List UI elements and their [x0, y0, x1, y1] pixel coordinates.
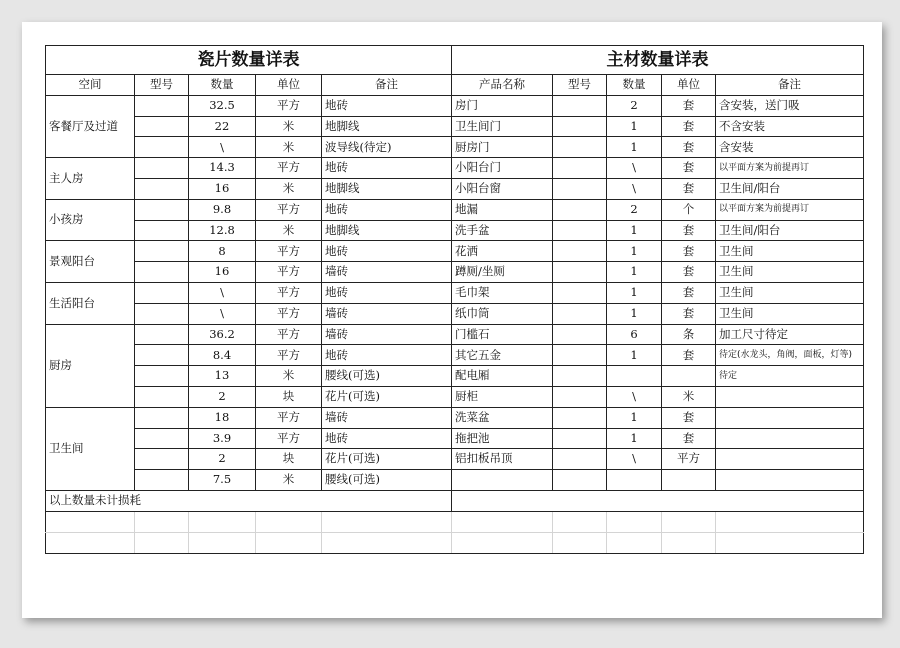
blank-cell — [716, 511, 864, 532]
material-table-title: 主材数量详表 — [452, 46, 864, 75]
material-unit-cell: 套 — [662, 282, 716, 303]
tile-note-cell: 地砖 — [322, 158, 452, 179]
tile-model-cell — [135, 282, 189, 303]
material-qty-cell: \ — [607, 449, 662, 470]
material-model-cell — [553, 428, 607, 449]
space-cell: 厨房 — [46, 324, 135, 407]
product-name-cell: 洗手盆 — [452, 220, 553, 241]
material-qty-cell: 1 — [607, 303, 662, 324]
product-name-cell: 洗菜盆 — [452, 407, 553, 428]
table-row — [46, 303, 864, 324]
header-tile-model: 型号 — [135, 75, 189, 96]
tile-model-cell — [135, 407, 189, 428]
header-space: 空间 — [46, 75, 135, 96]
material-unit-cell: 套 — [662, 116, 716, 137]
material-model-cell — [553, 262, 607, 283]
blank-cell — [322, 532, 452, 553]
tile-model-cell — [135, 470, 189, 491]
material-model-cell — [553, 137, 607, 158]
tile-unit-cell: 平方 — [256, 407, 322, 428]
material-model-cell — [553, 345, 607, 366]
tile-note-cell: 波导线(待定) — [322, 137, 452, 158]
tile-unit-cell: 米 — [256, 137, 322, 158]
material-model-cell — [553, 116, 607, 137]
material-note-cell: 卫生间 — [716, 262, 864, 283]
material-unit-cell: 套 — [662, 137, 716, 158]
material-note-cell — [716, 449, 864, 470]
tile-qty-cell: 22 — [189, 116, 256, 137]
material-model-cell — [553, 366, 607, 387]
material-model-cell — [553, 282, 607, 303]
material-unit-cell: 个 — [662, 199, 716, 220]
tile-qty-cell: 3.9 — [189, 428, 256, 449]
tile-qty-cell: 36.2 — [189, 324, 256, 345]
material-model-cell — [553, 303, 607, 324]
tile-model-cell — [135, 95, 189, 116]
tile-model-cell — [135, 241, 189, 262]
material-note-cell — [716, 386, 864, 407]
table-row — [46, 324, 864, 345]
header-product-name: 产品名称 — [452, 75, 553, 96]
tile-model-cell — [135, 366, 189, 387]
tile-note-cell: 花片(可选) — [322, 386, 452, 407]
header-tile-unit: 单位 — [256, 75, 322, 96]
material-note-cell: 以平面方案为前提再订 — [716, 199, 864, 220]
tile-table-title: 瓷片数量详表 — [46, 46, 452, 75]
blank-cell — [135, 511, 189, 532]
product-name-cell: 厨柜 — [452, 386, 553, 407]
material-note-cell: 卫生间/阳台 — [716, 178, 864, 199]
product-name-cell: 毛巾架 — [452, 282, 553, 303]
blank-cell — [662, 511, 716, 532]
material-qty-cell: 2 — [607, 199, 662, 220]
tile-note-cell: 地脚线 — [322, 116, 452, 137]
tile-note-cell: 地砖 — [322, 428, 452, 449]
tile-unit-cell: 米 — [256, 116, 322, 137]
material-note-cell: 卫生间/阳台 — [716, 220, 864, 241]
table-row — [46, 345, 864, 366]
material-model-cell — [553, 386, 607, 407]
tile-note-cell: 腰线(可选) — [322, 470, 452, 491]
material-qty-cell: \ — [607, 386, 662, 407]
material-model-cell — [553, 220, 607, 241]
tile-note-cell: 墙砖 — [322, 407, 452, 428]
product-name-cell — [452, 470, 553, 491]
material-qty-cell: 1 — [607, 262, 662, 283]
tile-qty-cell: 12.8 — [189, 220, 256, 241]
table-row — [46, 366, 864, 387]
material-unit-cell: 米 — [662, 386, 716, 407]
material-qty-cell — [607, 366, 662, 387]
tile-unit-cell: 平方 — [256, 428, 322, 449]
tile-qty-cell: 16 — [189, 262, 256, 283]
blank-cell — [452, 511, 553, 532]
tile-qty-cell: 9.8 — [189, 199, 256, 220]
header-tile-note: 备注 — [322, 75, 452, 96]
material-note-cell: 加工尺寸待定 — [716, 324, 864, 345]
table-row — [46, 470, 864, 491]
material-model-cell — [553, 470, 607, 491]
table-row — [46, 386, 864, 407]
tile-qty-cell: 7.5 — [189, 470, 256, 491]
product-name-cell: 其它五金 — [452, 345, 553, 366]
tile-qty-cell: 2 — [189, 386, 256, 407]
material-unit-cell: 套 — [662, 407, 716, 428]
material-note-cell: 待定 — [716, 366, 864, 387]
blank-row — [46, 511, 864, 532]
tile-note-cell: 墙砖 — [322, 303, 452, 324]
tile-unit-cell: 平方 — [256, 282, 322, 303]
blank-cell — [322, 511, 452, 532]
product-name-cell: 蹲厕/坐厕 — [452, 262, 553, 283]
product-name-cell: 花洒 — [452, 241, 553, 262]
table-row — [46, 178, 864, 199]
blank-row — [46, 532, 864, 553]
tile-unit-cell: 米 — [256, 178, 322, 199]
product-name-cell: 小阳台门 — [452, 158, 553, 179]
material-note-cell: 不含安装 — [716, 116, 864, 137]
table-row — [46, 449, 864, 470]
tile-unit-cell: 米 — [256, 470, 322, 491]
tile-unit-cell: 平方 — [256, 158, 322, 179]
tile-model-cell — [135, 199, 189, 220]
space-cell: 客餐厅及过道 — [46, 95, 135, 157]
product-name-cell: 纸巾筒 — [452, 303, 553, 324]
space-cell: 生活阳台 — [46, 282, 135, 324]
tile-qty-cell: 18 — [189, 407, 256, 428]
header-tile-qty: 数量 — [189, 75, 256, 96]
blank-cell — [452, 532, 553, 553]
tile-note-cell: 地脚线 — [322, 220, 452, 241]
product-name-cell: 卫生间门 — [452, 116, 553, 137]
material-note-cell — [716, 407, 864, 428]
material-model-cell — [553, 158, 607, 179]
material-note-cell: 卫生间 — [716, 241, 864, 262]
blank-cell — [46, 511, 135, 532]
tile-unit-cell: 平方 — [256, 345, 322, 366]
material-unit-cell: 套 — [662, 345, 716, 366]
tile-model-cell — [135, 220, 189, 241]
material-qty-cell: 1 — [607, 407, 662, 428]
material-note-cell: 卫生间 — [716, 303, 864, 324]
tile-unit-cell: 平方 — [256, 303, 322, 324]
blank-cell — [553, 511, 607, 532]
space-cell: 小孩房 — [46, 199, 135, 241]
footnote-row — [46, 490, 864, 511]
tile-model-cell — [135, 345, 189, 366]
blank-cell — [716, 532, 864, 553]
tile-note-cell: 地砖 — [322, 345, 452, 366]
blank-cell — [256, 532, 322, 553]
tile-note-cell: 地脚线 — [322, 178, 452, 199]
blank-cell — [189, 511, 256, 532]
table-row — [46, 220, 864, 241]
blank-cell — [607, 532, 662, 553]
space-cell: 卫生间 — [46, 407, 135, 490]
material-model-cell — [553, 407, 607, 428]
table-row — [46, 116, 864, 137]
tile-model-cell — [135, 428, 189, 449]
material-note-cell — [716, 428, 864, 449]
tile-unit-cell: 平方 — [256, 199, 322, 220]
footnote: 以上数量未计损耗 — [46, 490, 452, 511]
tile-model-cell — [135, 449, 189, 470]
tile-model-cell — [135, 303, 189, 324]
tile-note-cell: 地砖 — [322, 95, 452, 116]
material-unit-cell — [662, 470, 716, 491]
material-unit-cell: 套 — [662, 428, 716, 449]
table-row — [46, 262, 864, 283]
material-qty-cell: 1 — [607, 137, 662, 158]
material-unit-cell: 套 — [662, 220, 716, 241]
header-material-note: 备注 — [716, 75, 864, 96]
tile-qty-cell: \ — [189, 282, 256, 303]
tile-note-cell: 墙砖 — [322, 324, 452, 345]
material-model-cell — [553, 199, 607, 220]
product-name-cell: 门槛石 — [452, 324, 553, 345]
tile-unit-cell: 平方 — [256, 262, 322, 283]
header-row — [46, 75, 864, 96]
tile-note-cell: 墙砖 — [322, 262, 452, 283]
material-qty-cell: 1 — [607, 241, 662, 262]
material-qty-cell: 1 — [607, 116, 662, 137]
product-name-cell: 拖把池 — [452, 428, 553, 449]
table-row — [46, 428, 864, 449]
blank-cell — [607, 511, 662, 532]
tile-unit-cell: 平方 — [256, 95, 322, 116]
tile-model-cell — [135, 262, 189, 283]
material-model-cell — [553, 324, 607, 345]
tile-note-cell: 地砖 — [322, 282, 452, 303]
table-row — [46, 137, 864, 158]
material-qty-cell: 1 — [607, 428, 662, 449]
material-qty-cell: 1 — [607, 220, 662, 241]
space-cell: 景观阳台 — [46, 241, 135, 283]
table-row — [46, 199, 864, 220]
tile-unit-cell: 块 — [256, 386, 322, 407]
material-note-cell: 待定(水龙头，角阀，面板，灯等) — [716, 345, 864, 366]
tile-model-cell — [135, 158, 189, 179]
tile-unit-cell: 块 — [256, 449, 322, 470]
tile-note-cell: 花片(可选) — [322, 449, 452, 470]
tile-qty-cell: 16 — [189, 178, 256, 199]
product-name-cell: 小阳台窗 — [452, 178, 553, 199]
blank-cell — [662, 532, 716, 553]
header-material-qty: 数量 — [607, 75, 662, 96]
material-note-cell: 以平面方案为前提再订 — [716, 158, 864, 179]
blank-cell — [135, 532, 189, 553]
footnote-empty — [452, 490, 864, 511]
material-unit-cell: 套 — [662, 158, 716, 179]
tile-model-cell — [135, 178, 189, 199]
material-note-cell: 卫生间 — [716, 282, 864, 303]
material-unit-cell: 套 — [662, 95, 716, 116]
product-name-cell: 房门 — [452, 95, 553, 116]
header-material-model: 型号 — [553, 75, 607, 96]
tile-unit-cell: 米 — [256, 366, 322, 387]
blank-cell — [189, 532, 256, 553]
tile-qty-cell: 8 — [189, 241, 256, 262]
material-qty-cell: \ — [607, 158, 662, 179]
tile-note-cell: 地砖 — [322, 199, 452, 220]
product-name-cell: 配电厢 — [452, 366, 553, 387]
tile-qty-cell: 32.5 — [189, 95, 256, 116]
material-qty-cell — [607, 470, 662, 491]
material-unit-cell — [662, 366, 716, 387]
tile-qty-cell: 14.3 — [189, 158, 256, 179]
tile-model-cell — [135, 116, 189, 137]
material-unit-cell: 套 — [662, 178, 716, 199]
material-model-cell — [553, 178, 607, 199]
material-qty-cell: 1 — [607, 345, 662, 366]
blank-cell — [553, 532, 607, 553]
tile-qty-cell: 13 — [189, 366, 256, 387]
tile-qty-cell: 8.4 — [189, 345, 256, 366]
tile-note-cell: 腰线(可选) — [322, 366, 452, 387]
tile-qty-cell: 2 — [189, 449, 256, 470]
table-row — [46, 407, 864, 428]
blank-cell — [46, 532, 135, 553]
product-name-cell: 地漏 — [452, 199, 553, 220]
space-cell: 主人房 — [46, 158, 135, 200]
tile-model-cell — [135, 137, 189, 158]
material-note-cell: 含安装，送门吸 — [716, 95, 864, 116]
product-name-cell: 铝扣板吊顶 — [452, 449, 553, 470]
material-qty-cell: \ — [607, 178, 662, 199]
material-model-cell — [553, 449, 607, 470]
tile-model-cell — [135, 324, 189, 345]
material-model-cell — [553, 241, 607, 262]
product-name-cell: 厨房门 — [452, 137, 553, 158]
table-row — [46, 282, 864, 303]
table-row — [46, 241, 864, 262]
tile-unit-cell: 米 — [256, 220, 322, 241]
tile-qty-cell: \ — [189, 303, 256, 324]
spreadsheet-page — [22, 22, 882, 618]
tile-model-cell — [135, 386, 189, 407]
material-unit-cell: 平方 — [662, 449, 716, 470]
material-qty-cell: 6 — [607, 324, 662, 345]
material-unit-cell: 套 — [662, 241, 716, 262]
tile-unit-cell: 平方 — [256, 241, 322, 262]
table-row — [46, 95, 864, 116]
material-model-cell — [553, 95, 607, 116]
table-row — [46, 158, 864, 179]
quantity-table — [45, 45, 864, 554]
header-material-unit: 单位 — [662, 75, 716, 96]
material-qty-cell: 1 — [607, 282, 662, 303]
tile-note-cell: 地砖 — [322, 241, 452, 262]
blank-cell — [256, 511, 322, 532]
material-unit-cell: 套 — [662, 262, 716, 283]
tile-qty-cell: \ — [189, 137, 256, 158]
title-row — [46, 46, 864, 75]
material-note-cell: 含安装 — [716, 137, 864, 158]
tile-unit-cell: 平方 — [256, 324, 322, 345]
material-unit-cell: 条 — [662, 324, 716, 345]
material-qty-cell: 2 — [607, 95, 662, 116]
material-unit-cell: 套 — [662, 303, 716, 324]
material-note-cell — [716, 470, 864, 491]
